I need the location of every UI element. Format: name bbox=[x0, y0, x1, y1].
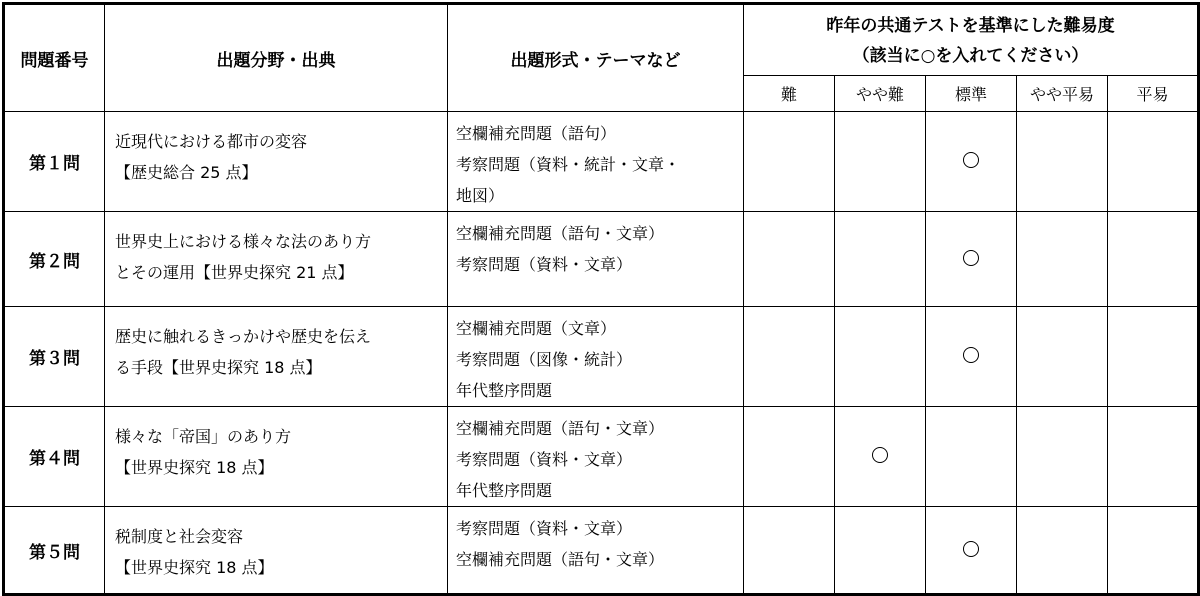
header-level-hard: 難 bbox=[744, 76, 835, 112]
question-format bbox=[448, 212, 744, 307]
difficulty-cell[interactable] bbox=[835, 307, 926, 407]
table-row bbox=[4, 212, 1199, 307]
header-format: 出題形式・テーマなど bbox=[448, 4, 744, 112]
difficulty-cell[interactable] bbox=[926, 407, 1017, 507]
difficulty-cell[interactable] bbox=[1017, 507, 1108, 595]
question-format bbox=[448, 307, 744, 407]
field-source bbox=[105, 212, 448, 307]
difficulty-cell[interactable] bbox=[744, 212, 835, 307]
difficulty-cell[interactable] bbox=[744, 407, 835, 507]
header-level-standard: 標準 bbox=[926, 76, 1017, 112]
format-line: 地図） bbox=[456, 186, 505, 205]
field-line: 【世界史探究 18 点】 bbox=[115, 558, 274, 577]
field-line: 様々な「帝国」のあり方 bbox=[115, 427, 292, 446]
header-field: 出題分野・出典 bbox=[105, 4, 448, 112]
difficulty-cell[interactable] bbox=[744, 307, 835, 407]
field-line: 歴史に触れるきっかけや歴史を伝え bbox=[115, 327, 372, 346]
difficulty-cell[interactable] bbox=[1108, 112, 1199, 212]
difficulty-cell[interactable] bbox=[926, 112, 1017, 212]
difficulty-table bbox=[2, 2, 1200, 596]
header-difficulty-line2: （該当に○を入れてください） bbox=[852, 46, 1089, 66]
header-level-somewhat-hard: やや難 bbox=[835, 76, 926, 112]
header-difficulty bbox=[744, 4, 1199, 76]
format-line: 空欄補充問題（語句・文章） bbox=[456, 224, 665, 243]
question-number: 第１問 bbox=[4, 112, 105, 212]
difficulty-cell[interactable] bbox=[1017, 407, 1108, 507]
difficulty-cell[interactable] bbox=[1108, 507, 1199, 595]
field-line: とその運用【世界史探究 21 点】 bbox=[115, 263, 354, 282]
format-line: 年代整序問題 bbox=[456, 481, 553, 500]
format-line: 空欄補充問題（語句） bbox=[456, 124, 617, 143]
circle-mark-icon bbox=[963, 152, 979, 168]
difficulty-cell[interactable] bbox=[835, 212, 926, 307]
circle-mark-icon bbox=[872, 447, 888, 463]
header-level-somewhat-easy: やや平易 bbox=[1017, 76, 1108, 112]
field-source bbox=[105, 407, 448, 507]
circle-mark-icon bbox=[963, 541, 979, 557]
circle-mark-icon bbox=[963, 250, 979, 266]
difficulty-cell[interactable] bbox=[1108, 307, 1199, 407]
difficulty-cell[interactable] bbox=[835, 407, 926, 507]
question-number: 第２問 bbox=[4, 212, 105, 307]
difficulty-cell[interactable] bbox=[744, 112, 835, 212]
format-line: 考察問題（図像・統計） bbox=[456, 350, 633, 369]
format-line: 考察問題（資料・文章） bbox=[456, 255, 633, 274]
difficulty-cell[interactable] bbox=[1017, 212, 1108, 307]
field-line: 近現代における都市の変容 bbox=[115, 132, 308, 151]
question-format bbox=[448, 407, 744, 507]
question-number: 第５問 bbox=[4, 507, 105, 595]
difficulty-cell[interactable] bbox=[1108, 407, 1199, 507]
format-line: 考察問題（資料・文章） bbox=[456, 450, 633, 469]
difficulty-cell[interactable] bbox=[926, 307, 1017, 407]
format-line: 考察問題（資料・統計・文章・ bbox=[456, 155, 681, 174]
question-number: 第４問 bbox=[4, 407, 105, 507]
question-number: 第３問 bbox=[4, 307, 105, 407]
circle-mark-icon bbox=[963, 347, 979, 363]
difficulty-cell[interactable] bbox=[1108, 212, 1199, 307]
field-source bbox=[105, 112, 448, 212]
header-difficulty-line1: 昨年の共通テストを基準にした難易度 bbox=[826, 16, 1115, 36]
difficulty-cell[interactable] bbox=[835, 507, 926, 595]
field-line: る手段【世界史探究 18 点】 bbox=[115, 358, 322, 377]
field-source bbox=[105, 507, 448, 595]
format-line: 空欄補充問題（語句・文章） bbox=[456, 550, 665, 569]
difficulty-cell[interactable] bbox=[1017, 112, 1108, 212]
format-line: 年代整序問題 bbox=[456, 381, 553, 400]
field-line: 【世界史探究 18 点】 bbox=[115, 458, 274, 477]
difficulty-cell[interactable] bbox=[926, 507, 1017, 595]
format-line: 考察問題（資料・文章） bbox=[456, 519, 633, 538]
table-body bbox=[4, 112, 1199, 595]
difficulty-cell[interactable] bbox=[926, 212, 1017, 307]
table-row bbox=[4, 112, 1199, 212]
field-line: 世界史上における様々な法のあり方 bbox=[115, 232, 372, 251]
header-level-easy: 平易 bbox=[1108, 76, 1199, 112]
difficulty-cell[interactable] bbox=[1017, 307, 1108, 407]
difficulty-cell[interactable] bbox=[835, 112, 926, 212]
header-number: 問題番号 bbox=[4, 4, 105, 112]
table-row bbox=[4, 407, 1199, 507]
field-line: 【歴史総合 25 点】 bbox=[115, 163, 258, 182]
difficulty-cell[interactable] bbox=[744, 507, 835, 595]
field-line: 税制度と社会変容 bbox=[115, 527, 244, 546]
table-row bbox=[4, 507, 1199, 595]
format-line: 空欄補充問題（文章） bbox=[456, 319, 617, 338]
table-row bbox=[4, 307, 1199, 407]
question-format bbox=[448, 507, 744, 595]
question-format bbox=[448, 112, 744, 212]
format-line: 空欄補充問題（語句・文章） bbox=[456, 419, 665, 438]
field-source bbox=[105, 307, 448, 407]
